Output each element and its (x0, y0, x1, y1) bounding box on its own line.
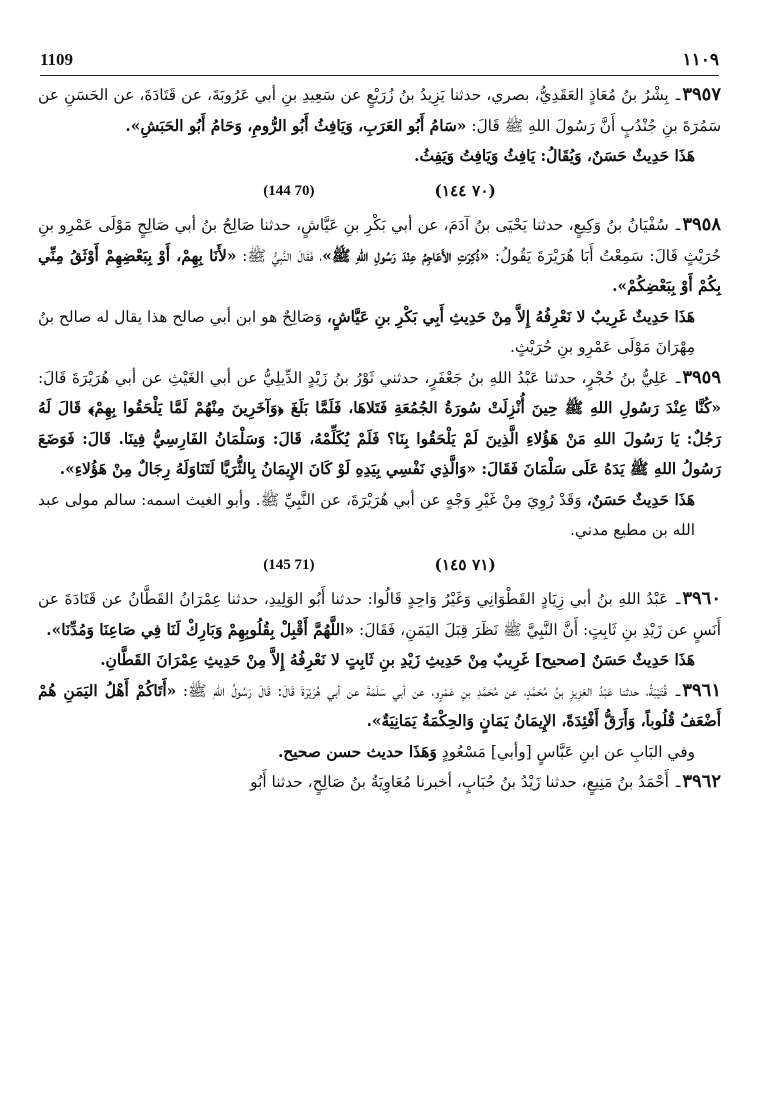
cross-reference (38, 176, 721, 207)
hadith-number: ٣٩٦٠ (682, 588, 721, 609)
page-body (38, 80, 721, 798)
reference-latin: (145 71) (263, 556, 315, 573)
hadith-3962: ٣٩٦٢ـ أَحْمَدُ بنُ مَنِيعٍ، حدثنا زَيْدُ بنُ حُبَابٍ، أخبرنا مُعَاوِيَةُ بنُ صَالِحٍ، حدثنا أَبُو (250, 771, 721, 792)
hadith-number: ٣٩٦١ (682, 679, 721, 701)
hadith-quote: «ذُكِرَتِ الأَعَاجِمُ عِنْدَ رَسُولِ اللهِ ﷺ» (322, 246, 490, 265)
hadith-number: ٣٩٥٧ (682, 84, 721, 105)
reference-arabic: (٧١ ١٤٥) (434, 555, 496, 574)
hadith-quote: «اللَّهُمَّ أَقْبِلْ بِقُلُوبِهِمْ وَبَارِكْ لَنَا فِي صَاعِنَا وَمُدِّنَا». (46, 620, 355, 639)
hadith-quote: «أَتَاكُمْ أَهْلُ اليَمَنِ هُمْ أَضْعَفُ قُلُوباً، وَأَرَقُّ أَفْئِدَةً، الإِيمَانُ يَمَانٍ وَالحِكْمَةُ يَمَانِيَةٌ». (38, 681, 721, 730)
hadith-isnad: سُفْيَانُ بنُ وَكِيعٍ، حدثنا يَحْيَى بنُ آدَمَ، عن أبي بَكْرِ بنِ عَيَّاشٍ، حدثنا صَالِحُ بنُ أبي صَالِحٍ مَوْلَى عَمْرِو بنِ حُرَيْثٍ قَالَ: سَمِعْتُ أَبَا هُرَيْرَةَ يَقُولُ: (38, 216, 721, 265)
hadith-3958: ٣٩٥٨ـ سُفْيَانُ بنُ وَكِيعٍ، حدثنا يَحْيَى بنُ آدَمَ، عن أبي بَكْرِ بنِ عَيَّاشٍ، حدثنا صَالِحُ بنُ أبي صَالِحٍ مَوْلَى عَمْرِو بنِ حُرَيْثٍ قَالَ: سَمِعْتُ أَبَا هُرَيْرَةَ يَقُولُ: «ذُكِرَتِ الأَعَاجِمُ عِنْدَ رَسُولِ اللهِ ﷺ»، فَقَالَ النَّبِيُّ ﷺ: «لأَنَا بِهِمْ، أَوْ بِبَعْضِهِمْ أَوْثَقُ مِنِّي بِكُمْ أَوْ بِبَعْضِكُمْ». (38, 214, 721, 295)
header-rule (40, 75, 719, 76)
page-number-latin: 1109 (40, 50, 74, 69)
hadith-quote: «لأَنَا بِهِمْ، أَوْ بِبَعْضِهِمْ أَوْثَقُ مِنِّي بِكُمْ أَوْ بِبَعْضِكُمْ». (38, 246, 721, 295)
cross-reference (38, 550, 721, 581)
hadith-note: وَقَدْ رُوِيَ مِنْ غَيْرِ وَجْهٍ عن أبي هُرَيْرَةَ، عن النَّبِيِّ ﷺ. وأبو الغيث اسمه: سالم مولى عبد الله بن مطيع مدني. (38, 490, 695, 539)
hadith-isnad: عَبْدُ اللهِ بنُ أبي زِيَادٍ القَطْوَانِي وَغَيْرُ وَاحِدٍ قَالُوا: حدثنا أَبُو الوَلِيدِ، حدثنا عِمْرَانُ القَطَّانُ عن قَتَادَةَ عن أَنَسٍ عن زَيْدِ بنِ ثَابِتٍ: أَنَّ النَّبِيَّ ﷺ نَظَرَ قِبَلَ اليَمَنِ، فَقَالَ: (38, 590, 721, 639)
hadith-isnad: عَلِيُّ بنُ حُجْرٍ، حدثنا عَبْدُ اللهِ بنُ جَعْفَرٍ، حدثني ثَوْرُ بنُ زَيْدٍ الدِّيلِيُّ عن أبي الغَيْثِ عن أبي هُرَيْرَةَ قَالَ: (38, 368, 669, 387)
hadith-number: ٣٩٦٢ (682, 771, 721, 792)
hadith-3960: ٣٩٦٠ـ عَبْدُ اللهِ بنُ أبي زِيَادٍ القَطْوَانِي وَغَيْرُ وَاحِدٍ قَالُوا: حدثنا أَبُو الوَلِيدِ، حدثنا عِمْرَانُ القَطَّانُ عن قَتَادَةَ عن أَنَسٍ عن زَيْدِ بنِ ثَابِتٍ: أَنَّ النَّبِيَّ ﷺ نَظَرَ قِبَلَ اليَمَنِ، فَقَالَ: «اللَّهُمَّ أَقْبِلْ بِقُلُوبِهِمْ وَبَارِكْ لَنَا فِي صَاعِنَا وَمُدِّنَا». (38, 588, 721, 639)
hadith-3957: ٣٩٥٧ـ بِشْرُ بنُ مُعَاذٍ العَقَدِيُّ، بصري، حدثنا يَزِيدُ بنُ زُرَيْعٍ عن سَعِيدِ بنِ أبي عَرُوبَةَ، عن قَتَادَةَ، عن الحَسَنِ عن سَمُرَةَ بنِ جُنْدُبٍ أَنَّ رَسُولَ اللهِ ﷺ قَالَ: «سَامُ أَبُو العَرَبِ، وَيَافِثُ أَبُو الرُّومِ، وَحَامُ أَبُو الحَبَشِ». (38, 84, 721, 135)
hadith-isnad: أَحْمَدُ بنُ مَنِيعٍ، حدثنا زَيْدُ بنُ حُبَابٍ، أخبرنا مُعَاوِيَةُ بنُ صَالِحٍ، حدثنا أَبُو (250, 773, 669, 791)
hadith-grading: وَهَذَا حديث حسن صحيح. (277, 742, 437, 761)
hadith-quote: «كُنَّا عِنْدَ رَسُولِ اللهِ ﷺ حِينَ أُنْزِلَتْ سُورَةُ الجُمُعَةِ فَتَلاهَا، فَلَمَّا بَلَغَ ﴿وَآخَرِينَ مِنْهُمْ لَمَّا يَلْحَقُوا بِهِمْ﴾ قَالَ لَهُ رَجُلٌ: يَا رَسُولَ اللهِ مَنْ هَؤُلاءِ الَّذِينَ لَمْ يَلْحَقُوا بِنَا؟ فَلَمْ يُكَلِّمْهُ، قَالَ: وَسَلْمَانُ الفَارِسِيُّ فِينَا. قَالَ: فَوَضَعَ رَسُولُ اللهِ ﷺ يَدَهُ عَلَى سَلْمَانَ فَقَالَ: «وَالَّذِي نَفْسِي بِيَدِهِ لَوْ كَانَ الإِيمَانُ بِالثُّرَيَّا لَتَنَاوَلَهُ رِجَالٌ مِنْ هَؤُلاءِ». (38, 399, 721, 478)
hadith-grading: هَذَا حَدِيثٌ حَسَنٌ [صحيح] غَرِيبٌ مِنْ حَدِيثِ زَيْدِ بنِ ثَابِتٍ لا نَعْرِفُهُ إِلاَّ مِنْ حَدِيثِ عِمْرَانَ القَطَّانِ. (100, 651, 695, 669)
reference-arabic: (٧٠ ١٤٤) (434, 181, 496, 200)
hadith-quote: «سَامُ أَبُو العَرَبِ، وَيَافِثُ أَبُو الرُّومِ، وَحَامُ أَبُو الحَبَشِ». (125, 116, 467, 135)
hadith-number: ٣٩٥٩ (682, 366, 721, 388)
reference-latin: (144 70) (263, 182, 315, 199)
hadith-3961: ٣٩٦١ـ قُتَيْبَةُ، حدثنا عَبْدُ العَزِيزِ بنُ مُحَمَّدٍ، عن مُحَمَّدِ بنِ عَمْرٍو، عن أبي سَلَمَةَ عن أبي هُرَيْرَةَ قَالَ: قَالَ رَسُولُ اللهِ ﷺ: «أَتَاكُمْ أَهْلُ اليَمَنِ هُمْ أَضْعَفُ قُلُوباً، وَأَرَقُّ أَفْئِدَةً، الإِيمَانُ يَمَانٍ وَالحِكْمَةُ يَمَانِيَةٌ». (38, 679, 721, 730)
hadith-isnad: قُتَيْبَةُ، حدثنا عَبْدُ العَزِيزِ بنُ مُحَمَّدٍ، عن مُحَمَّدِ بنِ عَمْرٍو، عن أبي سَلَمَةَ عن أبي هُرَيْرَةَ قَالَ: قَالَ رَسُولُ اللهِ ﷺ: (182, 681, 668, 700)
hadith-grading: هَذَا حَدِيثٌ حَسَنٌ، وَيُقَالُ: يَافِثُ وَيَافِتُ وَيَفِثُ. (414, 147, 695, 165)
hadith-connector: ، فَقَالَ النَّبِيُّ ﷺ: (242, 246, 323, 265)
hadith-number: ٣٩٥٨ (682, 214, 721, 235)
hadith-commentary (38, 302, 721, 363)
hadith-commentary (38, 485, 721, 546)
hadith-note: وفي البَابِ عن ابنِ عَبَّاسٍ [وأبي] مَسْعُودٍ (441, 742, 695, 761)
hadith-grading: هَذَا حَدِيثٌ حَسَنٌ، (586, 490, 695, 509)
hadith-commentary (38, 737, 721, 768)
hadith-isnad: بِشْرُ بنُ مُعَاذٍ العَقَدِيُّ، بصري، حدثنا يَزِيدُ بنُ زُرَيْعٍ عن سَعِيدِ بنِ أبي عَرُوبَةَ، عن قَتَادَةَ، عن الحَسَنِ عن سَمُرَةَ بنِ جُنْدُبٍ أَنَّ رَسُولَ اللهِ ﷺ قَالَ: (38, 86, 721, 135)
page-number-arabic: ١١٠٩ (682, 50, 719, 70)
hadith-note: وَصَالِحٌ هو ابن أبي صالح هذا يقال له صالح بنُ مِهْرَانَ مَوْلَى عَمْرِو بنِ حُرَيْثٍ. (38, 307, 695, 356)
hadith-3959: ٣٩٥٩ـ عَلِيُّ بنُ حُجْرٍ، حدثنا عَبْدُ اللهِ بنُ جَعْفَرٍ، حدثني ثَوْرُ بنُ زَيْدٍ الدِّيلِيُّ عن أبي الغَيْثِ عن أبي هُرَيْرَةَ قَالَ: «كُنَّا عِنْدَ رَسُولِ اللهِ ﷺ حِينَ أُنْزِلَتْ سُورَةُ الجُمُعَةِ فَتَلاهَا، فَلَمَّا بَلَغَ ﴿وَآخَرِينَ مِنْهُمْ لَمَّا يَلْحَقُوا بِهِمْ﴾ قَالَ لَهُ رَجُلٌ: يَا رَسُولَ اللهِ مَنْ هَؤُلاءِ الَّذِينَ لَمْ يَلْحَقُوا بِنَا؟ فَلَمْ يُكَلِّمْهُ، قَالَ: وَسَلْمَانُ الفَارِسِيُّ فِينَا. قَالَ: فَوَضَعَ رَسُولُ اللهِ ﷺ يَدَهُ عَلَى سَلْمَانَ فَقَالَ: «وَالَّذِي نَفْسِي بِيَدِهِ لَوْ كَانَ الإِيمَانُ بِالثُّرَيَّا لَتَنَاوَلَهُ رِجَالٌ مِنْ هَؤُلاءِ». (38, 366, 721, 478)
hadith-grading: هَذَا حَدِيثٌ غَرِيبٌ لا نَعْرِفُهُ إِلاَّ مِنْ حَدِيثِ أَبِي بَكْرِ بنِ عَيَّاشٍ، (326, 307, 695, 326)
